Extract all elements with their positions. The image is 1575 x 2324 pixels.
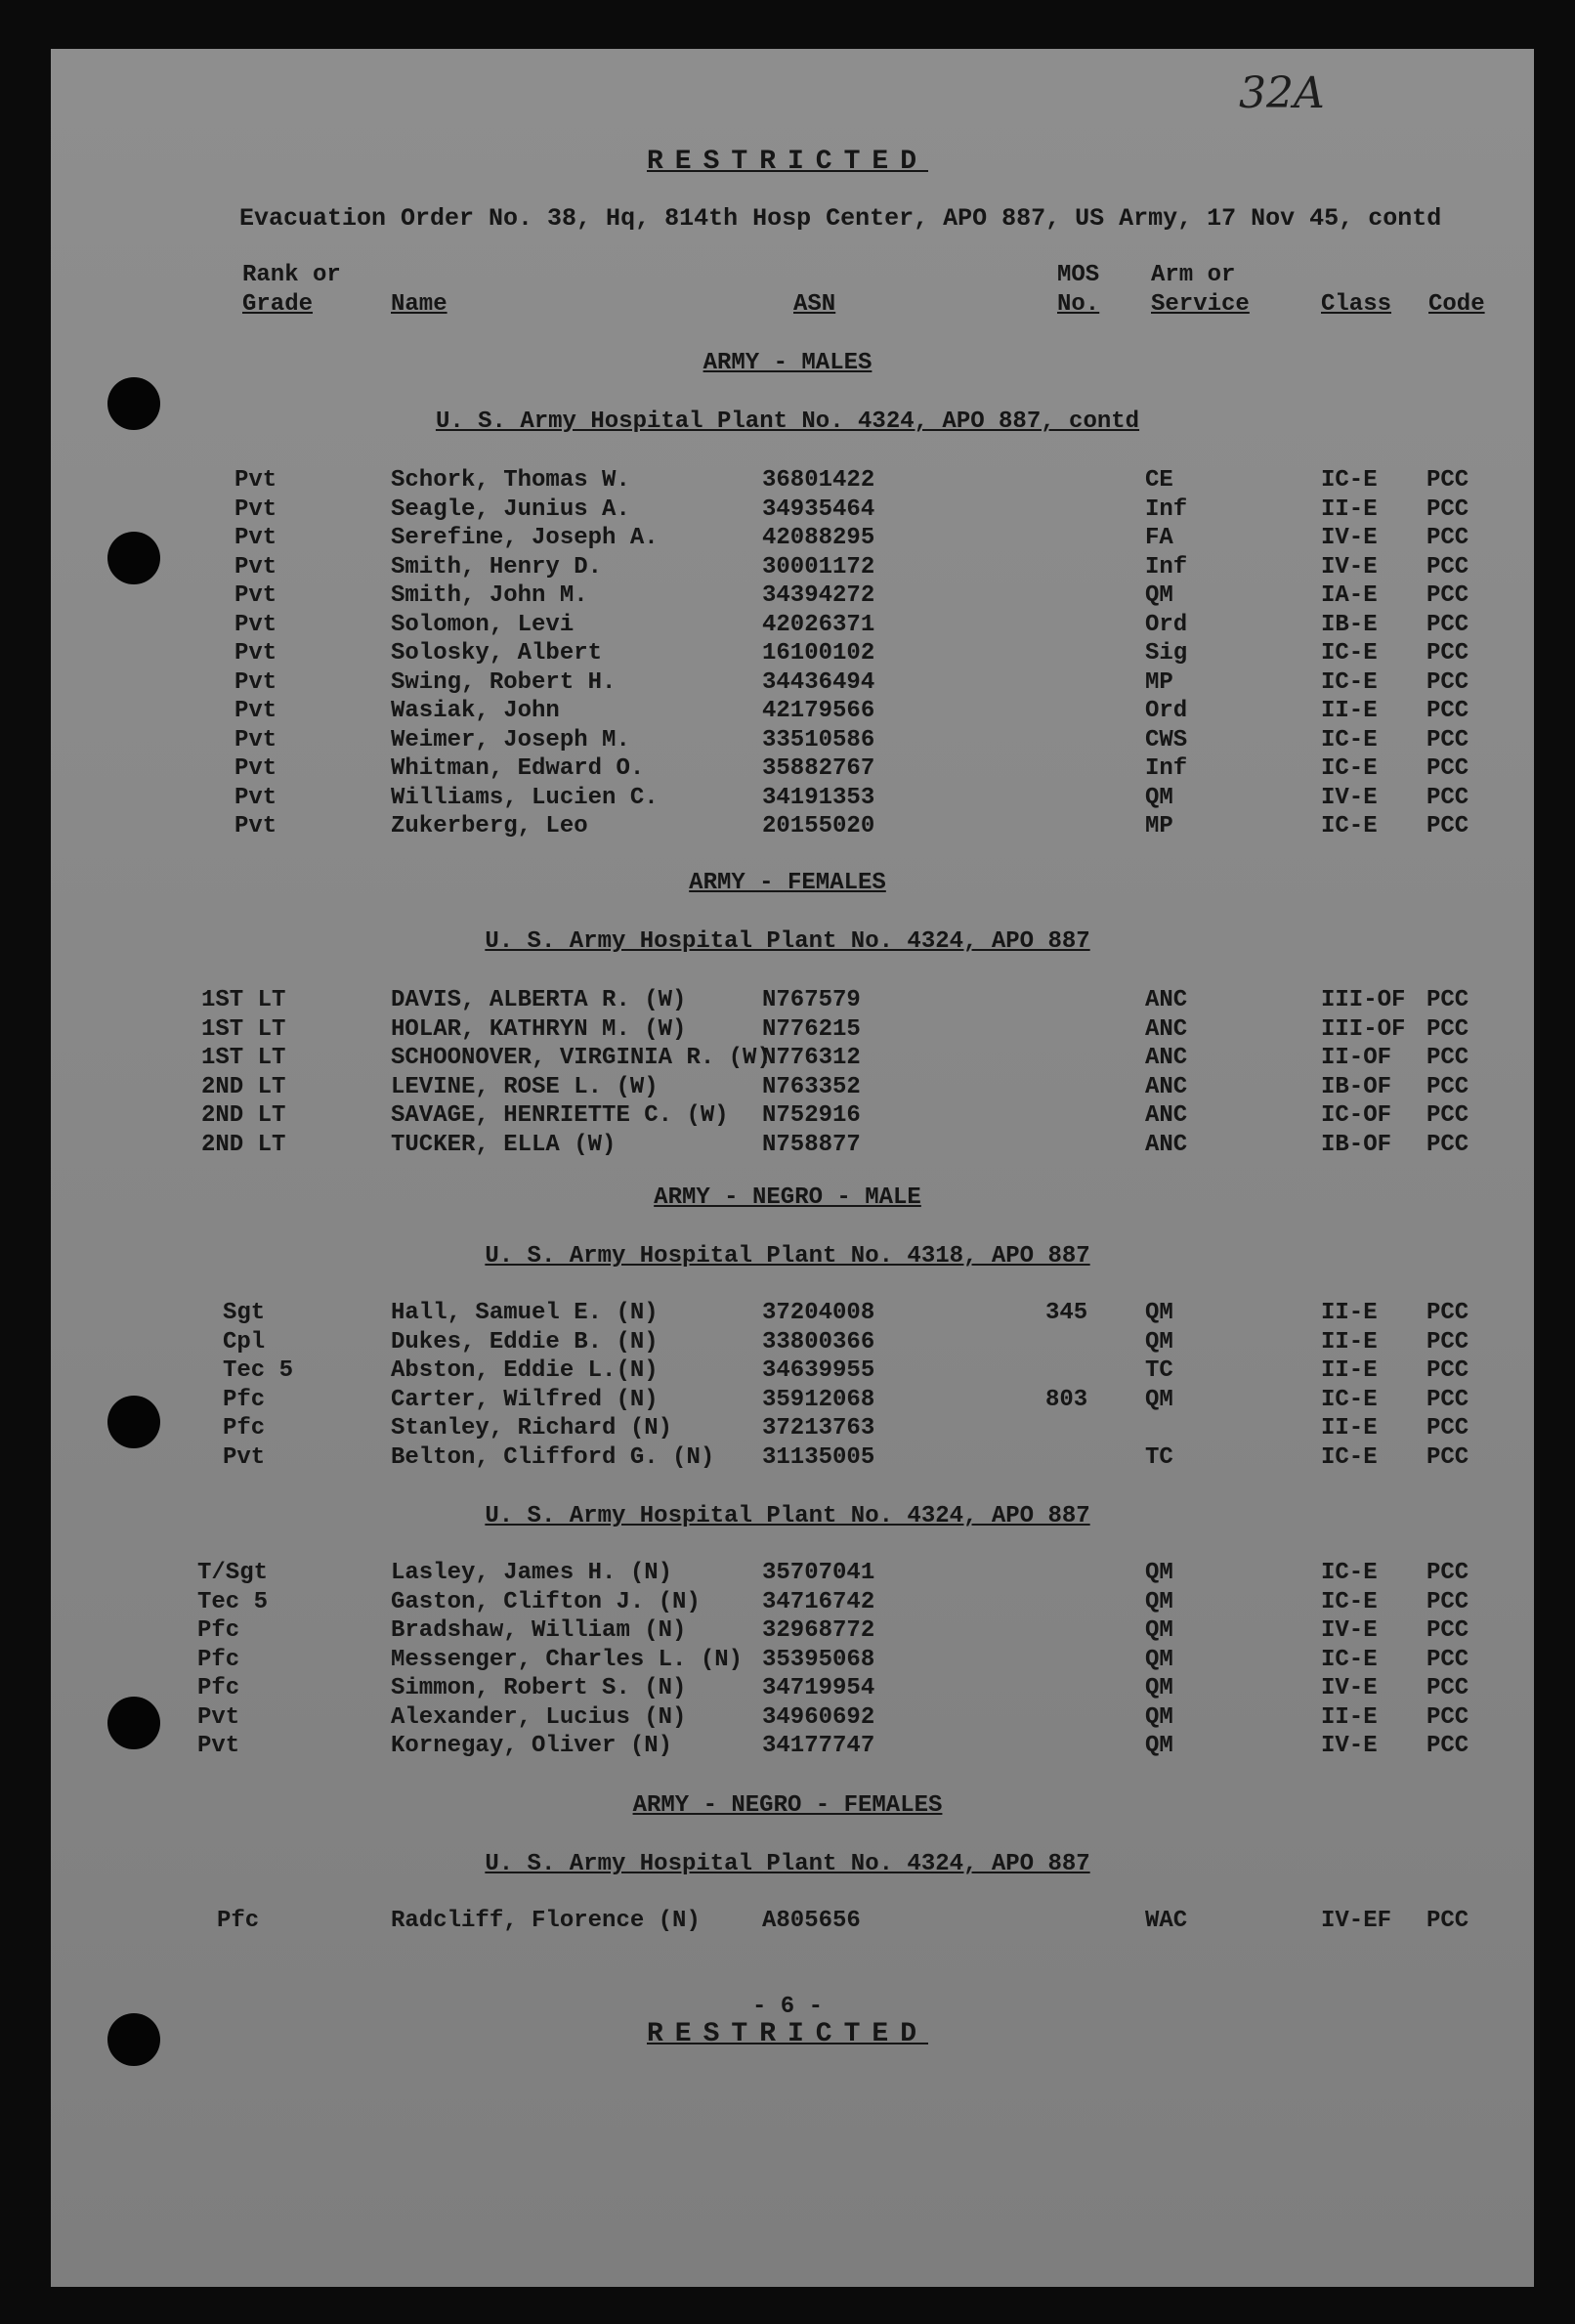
header-restricted-banner: RESTRICTED (646, 147, 929, 177)
class-cell: IC-E (1321, 1589, 1378, 1615)
roster-row (0, 987, 1575, 1014)
arm-service-cell: MP (1145, 669, 1173, 696)
name-cell: DAVIS, ALBERTA R. (W) (391, 987, 687, 1013)
class-cell: IV-E (1321, 525, 1378, 551)
order-reference-line: Evacuation Order No. 38, Hq, 814th Hosp Center, APO 887, US Army, 17 Nov 45, contd (239, 204, 1442, 233)
code-cell: PCC (1426, 1675, 1469, 1701)
arm-service-cell: QM (1145, 1589, 1173, 1615)
asn-cell: 35912068 (762, 1387, 875, 1413)
roster-row (0, 1704, 1575, 1732)
class-cell: IA-E (1321, 582, 1378, 609)
roster-row (0, 727, 1575, 754)
code-cell: PCC (1426, 1329, 1469, 1356)
code-cell: PCC (1426, 1908, 1469, 1934)
name-cell: Dukes, Eddie B. (N) (391, 1329, 659, 1356)
code-cell: PCC (1426, 1415, 1469, 1442)
class-cell: II-E (1321, 698, 1378, 724)
class-cell: IC-E (1321, 1444, 1378, 1471)
asn-cell: 33800366 (762, 1329, 875, 1356)
grade-cell: 1ST LT (201, 1045, 286, 1071)
arm-service-cell: Inf (1145, 554, 1188, 581)
roster-row (0, 1560, 1575, 1587)
service-header: Service (1151, 291, 1250, 318)
class-cell: II-E (1321, 496, 1378, 523)
grade-cell: Pvt (234, 698, 277, 724)
name-cell: Belton, Clifford G. (N) (391, 1444, 715, 1471)
class-cell: II-E (1321, 1300, 1378, 1326)
roster-row (0, 1300, 1575, 1327)
name-cell: Messenger, Charles L. (N) (391, 1647, 744, 1673)
grade-cell: Pfc (223, 1415, 266, 1442)
code-cell: PCC (1426, 1589, 1469, 1615)
name-cell: Alexander, Lucius (N) (391, 1704, 687, 1731)
grade-cell: 2ND LT (201, 1132, 286, 1158)
code-cell: PCC (1426, 612, 1469, 638)
name-cell: Lasley, James H. (N) (391, 1560, 673, 1586)
asn-cell: 34719954 (762, 1675, 875, 1701)
code-cell: PCC (1426, 640, 1469, 667)
asn-cell: 35707041 (762, 1560, 875, 1586)
name-cell: Hall, Samuel E. (N) (391, 1300, 659, 1326)
mos-header: No. (1057, 291, 1100, 318)
section-group-title: ARMY - NEGRO - MALE (654, 1184, 921, 1211)
grade-cell: Pvt (234, 669, 277, 696)
arm-service-cell: QM (1145, 1300, 1173, 1326)
name-cell: Zukerberg, Leo (391, 813, 588, 839)
code-cell: PCC (1426, 1560, 1469, 1586)
code-cell: PCC (1426, 582, 1469, 609)
arm-service-cell: CWS (1145, 727, 1188, 753)
hospital-plant-title: U. S. Army Hospital Plant No. 4324, APO 887 (485, 1503, 1090, 1529)
section-group-title: ARMY - NEGRO - FEMALES (632, 1792, 943, 1819)
class-cell: III-OF (1321, 1016, 1406, 1043)
roster-row (0, 554, 1575, 581)
arm-service-cell: QM (1145, 1733, 1173, 1759)
asn-cell: N752916 (762, 1102, 861, 1129)
code-cell: PCC (1426, 496, 1469, 523)
roster-row (0, 1102, 1575, 1130)
asn-cell: N776215 (762, 1016, 861, 1043)
code-cell: PCC (1426, 1704, 1469, 1731)
code-cell: PCC (1426, 1045, 1469, 1071)
roster-row (0, 1329, 1575, 1356)
hospital-plant-title: U. S. Army Hospital Plant No. 4324, APO 887 (485, 1851, 1090, 1877)
name-cell: Schork, Thomas W. (391, 467, 630, 494)
arm-service-cell: ANC (1145, 1045, 1188, 1071)
asn-cell: 34394272 (762, 582, 875, 609)
code-cell: PCC (1426, 1357, 1469, 1384)
arm-service-cell: TC (1145, 1357, 1173, 1384)
asn-cell: 34191353 (762, 785, 875, 811)
roster-row (0, 1589, 1575, 1616)
grade-cell: Pvt (234, 640, 277, 667)
arm-service-cell: QM (1145, 1647, 1173, 1673)
grade-cell: Pfc (197, 1675, 240, 1701)
asn-cell: 37213763 (762, 1415, 875, 1442)
code-cell: PCC (1426, 1444, 1469, 1471)
asn-cell: 34960692 (762, 1704, 875, 1731)
asn-cell: 37204008 (762, 1300, 875, 1326)
code-cell: PCC (1426, 1016, 1469, 1043)
asn-cell: 34935464 (762, 496, 875, 523)
asn-cell: 20155020 (762, 813, 875, 839)
grade-cell: Pvt (234, 813, 277, 839)
grade-cell: Pvt (234, 755, 277, 782)
asn-cell: N758877 (762, 1132, 861, 1158)
roster-row (0, 1074, 1575, 1101)
roster-row (0, 669, 1575, 697)
name-cell: SCHOONOVER, VIRGINIA R. (W) (391, 1045, 771, 1071)
class-cell: IC-OF (1321, 1102, 1392, 1129)
code-cell: PCC (1426, 525, 1469, 551)
name-cell: Solomon, Levi (391, 612, 575, 638)
asn-cell: 36801422 (762, 467, 875, 494)
arm-service-cell: TC (1145, 1444, 1173, 1471)
grade-cell: Tec 5 (197, 1589, 269, 1615)
asn-cell: N776312 (762, 1045, 861, 1071)
grade-cell: Pfc (217, 1908, 260, 1934)
class-cell: II-E (1321, 1329, 1378, 1356)
class-cell: IC-E (1321, 640, 1378, 667)
asn-cell: 34177747 (762, 1733, 875, 1759)
class-cell: IV-E (1321, 1617, 1378, 1644)
asn-cell: 35395068 (762, 1647, 875, 1673)
hospital-plant-title: U. S. Army Hospital Plant No. 4318, APO 887 (485, 1243, 1090, 1270)
code-header: Code (1428, 291, 1485, 318)
section-group-title: ARMY - MALES (702, 350, 873, 376)
name-cell: Wasiak, John (391, 698, 560, 724)
class-header: Class (1321, 291, 1392, 318)
roster-row (0, 640, 1575, 667)
grade-cell: 1ST LT (201, 1016, 286, 1043)
roster-row (0, 1132, 1575, 1159)
name-cell: Gaston, Clifton J. (N) (391, 1589, 701, 1615)
code-cell: PCC (1426, 1733, 1469, 1759)
handwritten-page-mark: 32A (1239, 68, 1325, 118)
section-group-title: ARMY - FEMALES (689, 870, 886, 896)
roster-row (0, 1647, 1575, 1674)
code-cell: PCC (1426, 554, 1469, 581)
roster-row (0, 1415, 1575, 1442)
roster-row (0, 1357, 1575, 1385)
class-cell: IB-OF (1321, 1132, 1392, 1158)
roster-row (0, 612, 1575, 639)
code-cell: PCC (1426, 785, 1469, 811)
name-cell: Radcliff, Florence (N) (391, 1908, 701, 1934)
name-cell: Solosky, Albert (391, 640, 603, 667)
grade-cell: 2ND LT (201, 1074, 286, 1100)
code-cell: PCC (1426, 813, 1469, 839)
grade-cell: Pvt (234, 525, 277, 551)
class-cell: II-E (1321, 1704, 1378, 1731)
asn-cell: 42088295 (762, 525, 875, 551)
roster-row (0, 1016, 1575, 1044)
grade-cell: Pvt (223, 1444, 266, 1471)
arm-service-cell: QM (1145, 1387, 1173, 1413)
asn-cell: 16100102 (762, 640, 875, 667)
hospital-plant-title: U. S. Army Hospital Plant No. 4324, APO 887, contd (435, 409, 1140, 435)
arm-service-cell: QM (1145, 1675, 1173, 1701)
name-cell: TUCKER, ELLA (W) (391, 1132, 617, 1158)
grade-cell: Pfc (223, 1387, 266, 1413)
name-cell: Stanley, Richard (N) (391, 1415, 673, 1442)
grade-header: Grade (242, 291, 314, 318)
grade-cell: Pvt (234, 467, 277, 494)
grade-cell: 1ST LT (201, 987, 286, 1013)
code-cell: PCC (1426, 727, 1469, 753)
roster-row (0, 785, 1575, 812)
name-cell: Smith, Henry D. (391, 554, 603, 581)
asn-cell: 30001172 (762, 554, 875, 581)
class-cell: IC-E (1321, 1560, 1378, 1586)
code-cell: PCC (1426, 467, 1469, 494)
arm-service-cell: WAC (1145, 1908, 1188, 1934)
grade-cell: Pvt (197, 1704, 240, 1731)
class-cell: IC-E (1321, 755, 1378, 782)
arm-service-cell: ANC (1145, 1132, 1188, 1158)
class-cell: IV-E (1321, 1675, 1378, 1701)
class-cell: IV-E (1321, 554, 1378, 581)
roster-row (0, 1733, 1575, 1760)
code-cell: PCC (1426, 698, 1469, 724)
arm-service-cell: QM (1145, 1617, 1173, 1644)
class-cell: IV-E (1321, 785, 1378, 811)
roster-row (0, 496, 1575, 524)
grade-cell: Tec 5 (223, 1357, 294, 1384)
class-cell: IV-EF (1321, 1908, 1392, 1934)
grade-cell: Sgt (223, 1300, 266, 1326)
code-cell: PCC (1426, 987, 1469, 1013)
name-cell: SAVAGE, HENRIETTE C. (W) (391, 1102, 729, 1129)
grade-cell: Pfc (197, 1617, 240, 1644)
asn-cell: N767579 (762, 987, 861, 1013)
asn-cell: 34639955 (762, 1357, 875, 1384)
class-cell: IC-E (1321, 1647, 1378, 1673)
name-header: Name (391, 291, 447, 318)
asn-cell: 42179566 (762, 698, 875, 724)
rank-header-top: Rank or (242, 262, 341, 288)
class-cell: II-E (1321, 1357, 1378, 1384)
grade-cell: T/Sgt (197, 1560, 269, 1586)
arm-service-cell: QM (1145, 1704, 1173, 1731)
class-cell: IC-E (1321, 669, 1378, 696)
class-cell: IC-E (1321, 1387, 1378, 1413)
name-cell: Carter, Wilfred (N) (391, 1387, 659, 1413)
class-cell: IC-E (1321, 727, 1378, 753)
code-cell: PCC (1426, 669, 1469, 696)
arm-service-cell: ANC (1145, 987, 1188, 1013)
name-cell: Swing, Robert H. (391, 669, 617, 696)
asn-cell: N763352 (762, 1074, 861, 1100)
grade-cell: Pvt (234, 496, 277, 523)
roster-row (0, 1675, 1575, 1702)
roster-row (0, 1617, 1575, 1645)
hospital-plant-title: U. S. Army Hospital Plant No. 4324, APO 887 (485, 928, 1090, 955)
asn-cell: 33510586 (762, 727, 875, 753)
roster-row (0, 813, 1575, 840)
name-cell: LEVINE, ROSE L. (W) (391, 1074, 659, 1100)
name-cell: Weimer, Joseph M. (391, 727, 630, 753)
code-cell: PCC (1426, 1300, 1469, 1326)
name-cell: Serefine, Joseph A. (391, 525, 659, 551)
asn-cell: 34716742 (762, 1589, 875, 1615)
grade-cell: 2ND LT (201, 1102, 286, 1129)
footer-restricted-banner: RESTRICTED (646, 2019, 929, 2049)
arm-service-cell: QM (1145, 1329, 1173, 1356)
name-cell: Whitman, Edward O. (391, 755, 645, 782)
class-cell: II-E (1321, 1415, 1378, 1442)
arm-service-cell: ANC (1145, 1074, 1188, 1100)
name-cell: Bradshaw, William (N) (391, 1617, 687, 1644)
mos-cell: 803 (1045, 1387, 1088, 1413)
asn-cell: 31135005 (762, 1444, 875, 1471)
code-cell: PCC (1426, 1387, 1469, 1413)
arm-service-cell: ANC (1145, 1102, 1188, 1129)
grade-cell: Pvt (234, 612, 277, 638)
class-cell: IB-E (1321, 612, 1378, 638)
roster-row (0, 1387, 1575, 1414)
grade-cell: Pvt (234, 554, 277, 581)
name-cell: Seagle, Junius A. (391, 496, 630, 523)
grade-cell: Pfc (197, 1647, 240, 1673)
asn-header: ASN (793, 291, 836, 318)
roster-row (0, 1908, 1575, 1935)
class-cell: IC-E (1321, 467, 1378, 494)
code-cell: PCC (1426, 1102, 1469, 1129)
asn-cell: 42026371 (762, 612, 875, 638)
asn-cell: 32968772 (762, 1617, 875, 1644)
name-cell: Williams, Lucien C. (391, 785, 659, 811)
arm-service-cell: Sig (1145, 640, 1188, 667)
roster-row (0, 1444, 1575, 1472)
grade-cell: Pvt (197, 1733, 240, 1759)
class-cell: III-OF (1321, 987, 1406, 1013)
roster-row (0, 525, 1575, 552)
code-cell: PCC (1426, 1074, 1469, 1100)
arm-service-cell: FA (1145, 525, 1173, 551)
grade-cell: Cpl (223, 1329, 266, 1356)
arm-service-cell: QM (1145, 785, 1173, 811)
roster-row (0, 582, 1575, 610)
class-cell: IB-OF (1321, 1074, 1392, 1100)
asn-cell: 35882767 (762, 755, 875, 782)
arm-service-cell: QM (1145, 1560, 1173, 1586)
code-cell: PCC (1426, 1617, 1469, 1644)
arm-service-cell: Ord (1145, 612, 1188, 638)
class-cell: II-OF (1321, 1045, 1392, 1071)
code-cell: PCC (1426, 1647, 1469, 1673)
class-cell: IV-E (1321, 1733, 1378, 1759)
name-cell: HOLAR, KATHRYN M. (W) (391, 1016, 687, 1043)
arm-service-cell: Ord (1145, 698, 1188, 724)
name-cell: Smith, John M. (391, 582, 588, 609)
arm-service-cell: MP (1145, 813, 1173, 839)
mos-cell: 345 (1045, 1300, 1088, 1326)
grade-cell: Pvt (234, 785, 277, 811)
arm-service-cell: Inf (1145, 755, 1188, 782)
roster-row (0, 1045, 1575, 1072)
arm-service-cell: CE (1145, 467, 1173, 494)
arm-service-cell: QM (1145, 582, 1173, 609)
name-cell: Simmon, Robert S. (N) (391, 1675, 687, 1701)
document-page (51, 49, 1534, 2287)
asn-cell: A805656 (762, 1908, 861, 1934)
asn-cell: 34436494 (762, 669, 875, 696)
class-cell: IC-E (1321, 813, 1378, 839)
roster-row (0, 698, 1575, 725)
roster-row (0, 755, 1575, 783)
arm-service-cell: Inf (1145, 496, 1188, 523)
arm-header-top: Arm or (1151, 262, 1236, 288)
roster-row (0, 467, 1575, 495)
arm-service-cell: ANC (1145, 1016, 1188, 1043)
page-number: - 6 - (751, 1994, 823, 2020)
grade-cell: Pvt (234, 582, 277, 609)
code-cell: PCC (1426, 1132, 1469, 1158)
grade-cell: Pvt (234, 727, 277, 753)
name-cell: Kornegay, Oliver (N) (391, 1733, 673, 1759)
mos-header-top: MOS (1057, 262, 1100, 288)
name-cell: Abston, Eddie L.(N) (391, 1357, 659, 1384)
code-cell: PCC (1426, 755, 1469, 782)
